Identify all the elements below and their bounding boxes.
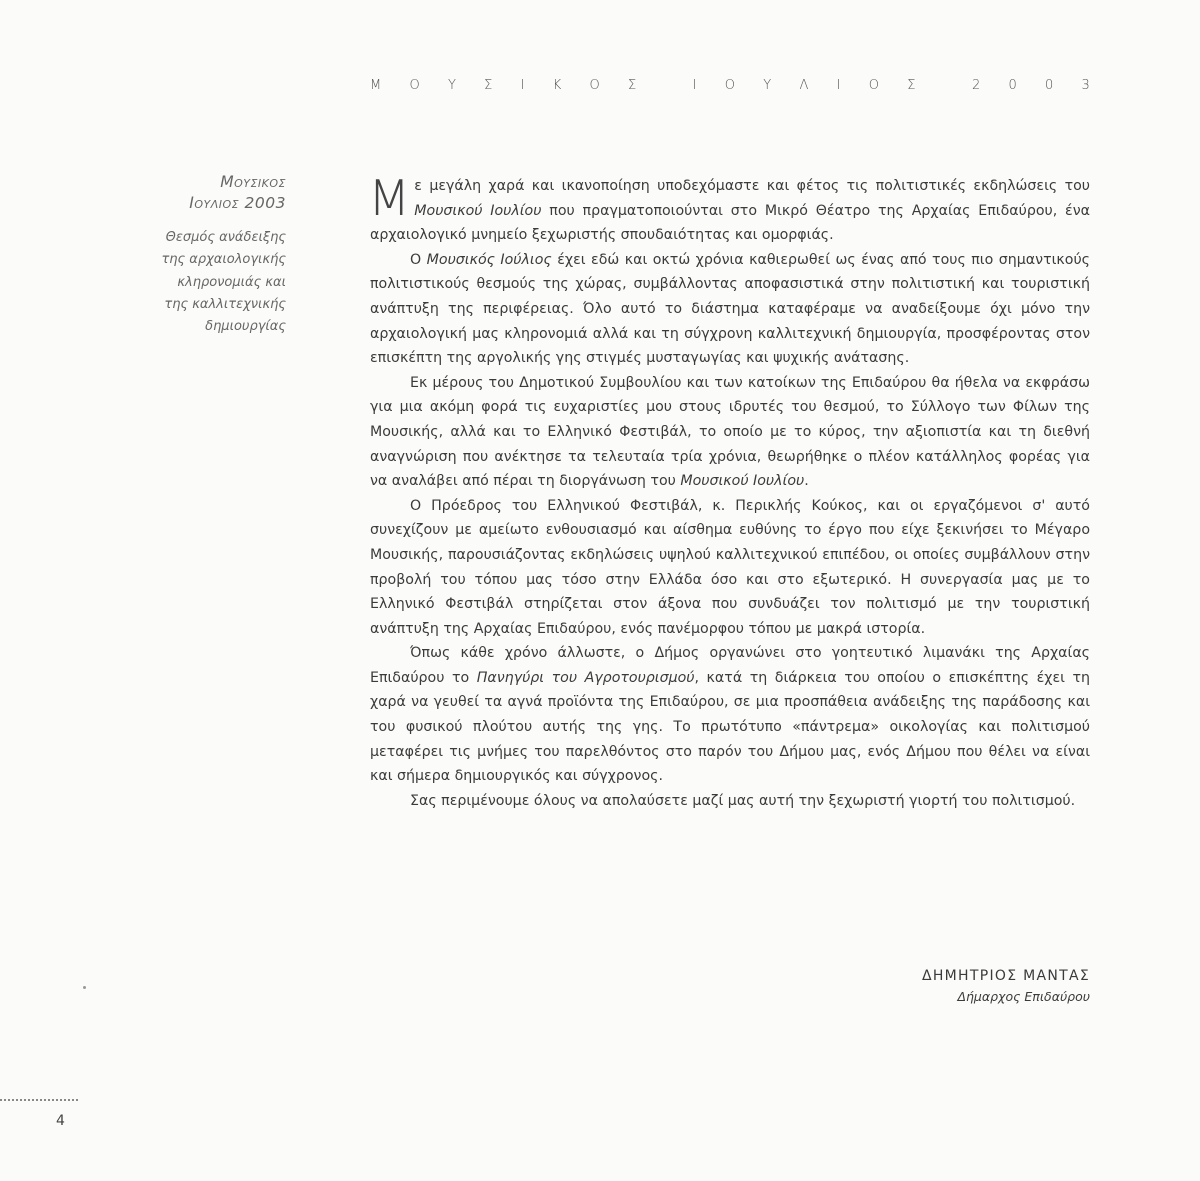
signature-block: [922, 966, 1090, 1008]
page-number: 4: [56, 1113, 65, 1129]
paragraph-6: Σας περιμένουμε όλους να απολαύσετε μαζί μας αυτή την ξεχωριστή γιορτή του πολιτισμού.: [410, 792, 1076, 809]
header-letter: 0: [1008, 78, 1017, 93]
sidebar-tagline: Θεσμός ανάδειξης της αρχαιολογικής κληρονομιάς και της καλλιτεχνικής δημιουργίας: [161, 230, 286, 335]
paragraph-3: [370, 371, 1090, 494]
scan-speck: [83, 986, 86, 989]
header-letter: 0: [1045, 78, 1054, 93]
sidebar-caption: [106, 172, 286, 338]
dotted-rule: [0, 1099, 78, 1101]
header-letter: Ο: [724, 78, 736, 93]
paragraph-4: Ο Πρόεδρος του Ελληνικού Φεστιβάλ, κ. Περικλής Κούκος, και οι εργαζόμενοι σ' αυτό συνεχίζουν με αμείωτο ενθουσιασμό και αίσθημα ευθύνης το έργο που είχε ξεκινήσει το Μέγαρο Μουσικής, παρουσιάζοντας εκδηλώσεις υψηλού καλλιτεχνικού επιπέδου, οι οποίες συμβάλλουν στην προβολή του τόπου μας τόσο στην Ελλάδα όσο και στο εξωτερικό. Η συνεργασία μας με το Ελληνικό Φεστιβάλ στηρίζεται στον άξονα που συνδυάζει τον πολιτισμό με την τουριστική ανάπτυξη της Αρχαίας Επιδαύρου, ενός πανέμορφου τόπου με μακρά ιστορία.: [370, 497, 1090, 637]
header-letter: Υ: [447, 78, 456, 93]
p3-italic: Μουσικού Ιουλίου: [680, 473, 805, 490]
header-letter: Ι: [836, 78, 841, 93]
header-letter: 2: [971, 78, 981, 93]
paragraph-5: [370, 641, 1090, 789]
sidebar-brand-line2: Ιουλιος 2003: [189, 194, 286, 212]
paragraph-2: [370, 248, 1090, 371]
signatory-role: Δήμαρχος Επιδαύρου: [957, 989, 1090, 1004]
header-letter: Σ: [627, 78, 637, 93]
header-letter: Ο: [409, 78, 420, 93]
header-letter: 3: [1081, 78, 1090, 93]
p1-text-b: που πραγματοποιούνται στο Μικρό Θέατρο της Αρχαίας Επιδαύρου, ένα αρχαιολογικό μνημείο ξεχωριστής σπουδαιότητας και ομορφιάς.: [370, 202, 1090, 244]
header-letter: Υ: [763, 78, 772, 93]
p3-text-b: .: [804, 473, 809, 490]
running-header: [370, 78, 1090, 93]
header-letter: Ο: [868, 78, 879, 93]
header-letter: Κ: [552, 78, 562, 93]
p2-italic: Μουσικός Ιούλιος: [426, 251, 552, 268]
header-letter: Σ: [907, 78, 916, 93]
p5-text-b: , κατά τη διάρκεια του οποίου ο επισκέπτης έχει τη χαρά να γευθεί τα αγνά προϊόντα της Επιδαύρου, σε μια προσπάθεια ανάδειξης της παράδοσης και του φυσικού πλούτου αυτής της γης. Το πρωτότυπο «πάντρεμα» οικολογίας και πολιτισμού μεταφέρει τις μνήμες του παρελθόντος στο παρόν του Δήμου μας, ενός Δήμου που θέλει να είναι και σήμερα δημιουργικός και σύγχρονος.: [370, 669, 1090, 785]
letter-body: [368, 170, 1090, 813]
p1-italic: Μουσικού Ιουλίου: [414, 202, 542, 219]
drop-cap: Μ: [368, 170, 411, 227]
p3-text-a: Εκ μέρους του Δημοτικού Συμβουλίου και των κατοίκων της Επιδαύρου θα ήθελα να εκφράσω για μια ακόμη φορά τις ευχαριστίες μου στους ιδρυτές του θεσμού, το Σύλλογο των Φίλων της Μουσικής, αλλά και το Ελληνικό Φεστιβάλ, το οποίο με το κύρος, την αξιοπιστία και τη διεθνή αναγνώριση που ανέκτησε τα τελευταία τρία χρόνια, θεωρήθηκε ο πλέον κατάλληλος φορέας για να αναλάβει από πέραι τη διοργάνωση του: [370, 374, 1090, 490]
header-letter: Ι: [692, 78, 697, 93]
p5-italic: Πανηγύρι του Αγροτουρισμού: [476, 669, 695, 686]
signatory-name: ΔΗΜΗΤΡΙΟΣ ΜΑΝΤΑΣ: [921, 968, 1090, 984]
header-letter: Λ: [799, 78, 809, 93]
p1-text-a: ε μεγάλη χαρά και ικανοποίηση υποδεχόμαστε και φέτος τις πολιτιστικές εκδηλώσεις του: [414, 178, 1090, 194]
header-letter: Ο: [589, 78, 600, 93]
paragraph-1: [368, 170, 1090, 248]
sidebar-brand-line1: Μουσικος: [220, 173, 286, 191]
p2-text-b: έχει εδώ και οκτώ χρόνια καθιερωθεί ως ένας από τους πιο σημαντικούς πολιτιστικούς θεσμούς της χώρας, συμβάλλοντας αποφασιστικά στην πολιτιστική και τουριστική ανάπτυξη της περιφέρειας. Όλο αυτό το διάστημα καταφέραμε να αναδείξουμε όχι μόνο την αρχαιολογική μας κληρονομιά αλλά και τη σύγχρονη καλλιτεχνική δημιουργία, προσφέροντας στον επισκέπτη της αργολικής γης στιγμές μυσταγωγίας και ψυχικής ανάτασης.: [370, 251, 1090, 367]
header-letter: Ι: [520, 78, 525, 93]
p5-text-a: Όπως κάθε χρόνο άλλωστε, ο Δήμος οργανώνει στο γοητευτικό λιμανάκι της Αρχαίας Επιδαύρου το: [370, 645, 1090, 686]
p2-text-a: Ο: [410, 251, 427, 268]
header-letter: Μ: [370, 78, 382, 93]
header-letter: Σ: [484, 78, 493, 93]
